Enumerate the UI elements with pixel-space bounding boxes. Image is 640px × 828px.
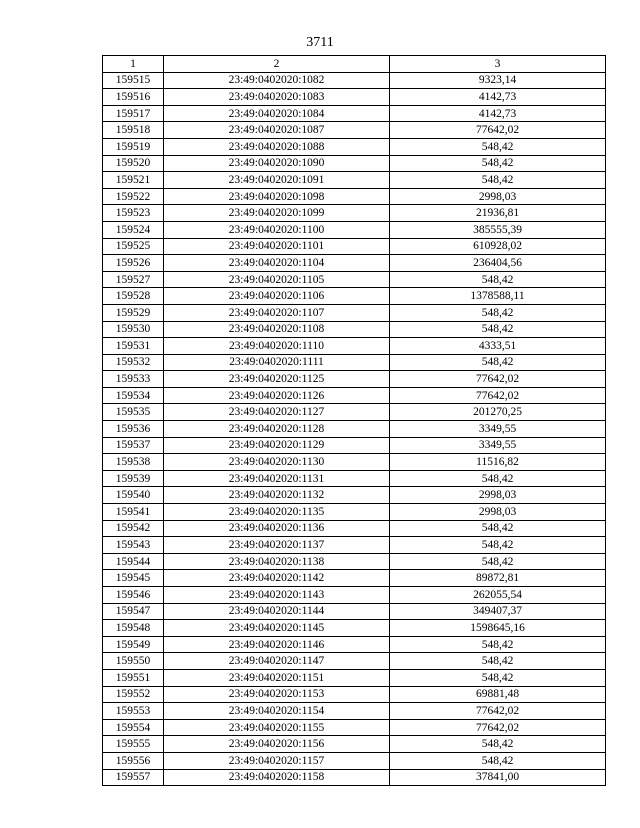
table-row [103, 105, 606, 122]
value-cell: 4333,51 [390, 338, 606, 355]
table-row [103, 520, 606, 537]
table-row [103, 72, 606, 89]
value-cell: 548,42 [390, 752, 606, 769]
table-row [103, 537, 606, 554]
value-cell: 21936,81 [390, 205, 606, 222]
table-row [103, 321, 606, 338]
value-cell: 1378588,11 [390, 288, 606, 305]
table-row [103, 620, 606, 637]
row-number-cell: 159516 [103, 89, 164, 106]
row-number-cell: 159517 [103, 105, 164, 122]
table-row [103, 89, 606, 106]
row-number-cell: 159552 [103, 686, 164, 703]
table-row [103, 719, 606, 736]
table-row [103, 288, 606, 305]
value-cell: 3349,55 [390, 437, 606, 454]
cadastral-number-cell: 23:49:0402020:1111 [164, 354, 390, 371]
cadastral-number-cell: 23:49:0402020:1153 [164, 686, 390, 703]
cadastral-number-cell: 23:49:0402020:1131 [164, 470, 390, 487]
value-cell: 3349,55 [390, 421, 606, 438]
row-number-cell: 159538 [103, 454, 164, 471]
value-cell: 262055,54 [390, 587, 606, 604]
row-number-cell: 159549 [103, 636, 164, 653]
table-row [103, 188, 606, 205]
row-number-cell: 159519 [103, 138, 164, 155]
value-cell: 89872,81 [390, 570, 606, 587]
value-cell: 385555,39 [390, 221, 606, 238]
table-row [103, 653, 606, 670]
table-row [103, 703, 606, 720]
row-number-cell: 159551 [103, 669, 164, 686]
value-cell: 548,42 [390, 736, 606, 753]
row-number-cell: 159548 [103, 620, 164, 637]
value-cell: 201270,25 [390, 404, 606, 421]
value-cell: 548,42 [390, 138, 606, 155]
value-cell: 77642,02 [390, 371, 606, 388]
table-row [103, 404, 606, 421]
row-number-cell: 159547 [103, 603, 164, 620]
value-cell: 77642,02 [390, 387, 606, 404]
cadastral-number-cell: 23:49:0402020:1091 [164, 172, 390, 189]
cadastral-number-cell: 23:49:0402020:1156 [164, 736, 390, 753]
row-number-cell: 159557 [103, 769, 164, 786]
cadastral-number-cell: 23:49:0402020:1128 [164, 421, 390, 438]
cadastral-number-cell: 23:49:0402020:1107 [164, 304, 390, 321]
table-row [103, 338, 606, 355]
page-number: 3711 [306, 35, 334, 50]
cadastral-number-cell: 23:49:0402020:1129 [164, 437, 390, 454]
cadastral-number-cell: 23:49:0402020:1088 [164, 138, 390, 155]
value-cell: 548,42 [390, 653, 606, 670]
row-number-cell: 159544 [103, 553, 164, 570]
cadastral-number-cell: 23:49:0402020:1106 [164, 288, 390, 305]
table-row [103, 437, 606, 454]
value-cell: 548,42 [390, 354, 606, 371]
table-row [103, 504, 606, 521]
row-number-cell: 159533 [103, 371, 164, 388]
value-cell: 548,42 [390, 321, 606, 338]
row-number-cell: 159535 [103, 404, 164, 421]
row-number-cell: 159554 [103, 719, 164, 736]
cadastral-number-cell: 23:49:0402020:1151 [164, 669, 390, 686]
value-cell: 2998,03 [390, 188, 606, 205]
row-number-cell: 159520 [103, 155, 164, 172]
row-number-cell: 159522 [103, 188, 164, 205]
value-cell: 9323,14 [390, 72, 606, 89]
value-cell: 2998,03 [390, 504, 606, 521]
value-cell: 548,42 [390, 304, 606, 321]
value-cell: 548,42 [390, 155, 606, 172]
cadastral-number-cell: 23:49:0402020:1130 [164, 454, 390, 471]
value-cell: 548,42 [390, 537, 606, 554]
table-row [103, 271, 606, 288]
table-row [103, 736, 606, 753]
row-number-cell: 159550 [103, 653, 164, 670]
row-number-cell: 159518 [103, 122, 164, 139]
table-row [103, 155, 606, 172]
table-row [103, 553, 606, 570]
table-row [103, 470, 606, 487]
value-cell: 69881,48 [390, 686, 606, 703]
cadastral-number-cell: 23:49:0402020:1135 [164, 504, 390, 521]
cadastral-number-cell: 23:49:0402020:1132 [164, 487, 390, 504]
table-row [103, 570, 606, 587]
column-header-1: 1 [103, 56, 164, 73]
value-cell: 548,42 [390, 520, 606, 537]
cadastral-number-cell: 23:49:0402020:1105 [164, 271, 390, 288]
value-cell: 77642,02 [390, 703, 606, 720]
row-number-cell: 159542 [103, 520, 164, 537]
table-row [103, 354, 606, 371]
value-cell: 548,42 [390, 636, 606, 653]
cadastral-number-cell: 23:49:0402020:1098 [164, 188, 390, 205]
row-number-cell: 159556 [103, 752, 164, 769]
cadastral-number-cell: 23:49:0402020:1110 [164, 338, 390, 355]
row-number-cell: 159540 [103, 487, 164, 504]
cadastral-number-cell: 23:49:0402020:1127 [164, 404, 390, 421]
cadastral-number-cell: 23:49:0402020:1090 [164, 155, 390, 172]
cadastral-number-cell: 23:49:0402020:1155 [164, 719, 390, 736]
row-number-cell: 159530 [103, 321, 164, 338]
row-number-cell: 159532 [103, 354, 164, 371]
table-row [103, 238, 606, 255]
row-number-cell: 159537 [103, 437, 164, 454]
header-row [103, 56, 606, 73]
table-row [103, 255, 606, 272]
table-row [103, 172, 606, 189]
cadastral-number-cell: 23:49:0402020:1125 [164, 371, 390, 388]
row-number-cell: 159541 [103, 504, 164, 521]
row-number-cell: 159523 [103, 205, 164, 222]
value-cell: 349407,37 [390, 603, 606, 620]
cadastral-number-cell: 23:49:0402020:1154 [164, 703, 390, 720]
row-number-cell: 159545 [103, 570, 164, 587]
cadastral-number-cell: 23:49:0402020:1084 [164, 105, 390, 122]
cadastral-table [102, 55, 606, 786]
cadastral-number-cell: 23:49:0402020:1108 [164, 321, 390, 338]
value-cell: 236404,56 [390, 255, 606, 272]
cadastral-number-cell: 23:49:0402020:1146 [164, 636, 390, 653]
cadastral-number-cell: 23:49:0402020:1136 [164, 520, 390, 537]
cadastral-number-cell: 23:49:0402020:1158 [164, 769, 390, 786]
table-row [103, 454, 606, 471]
table-row [103, 752, 606, 769]
table-row [103, 603, 606, 620]
value-cell: 548,42 [390, 470, 606, 487]
row-number-cell: 159539 [103, 470, 164, 487]
table-row [103, 769, 606, 786]
cadastral-number-cell: 23:49:0402020:1101 [164, 238, 390, 255]
row-number-cell: 159526 [103, 255, 164, 272]
cadastral-number-cell: 23:49:0402020:1143 [164, 587, 390, 604]
cadastral-number-cell: 23:49:0402020:1100 [164, 221, 390, 238]
value-cell: 548,42 [390, 172, 606, 189]
table-row [103, 122, 606, 139]
value-cell: 610928,02 [390, 238, 606, 255]
row-number-cell: 159543 [103, 537, 164, 554]
cadastral-number-cell: 23:49:0402020:1087 [164, 122, 390, 139]
table-row [103, 371, 606, 388]
table-row [103, 421, 606, 438]
table-row [103, 487, 606, 504]
cadastral-number-cell: 23:49:0402020:1083 [164, 89, 390, 106]
row-number-cell: 159527 [103, 271, 164, 288]
row-number-cell: 159515 [103, 72, 164, 89]
value-cell: 1598645,16 [390, 620, 606, 637]
value-cell: 4142,73 [390, 105, 606, 122]
cadastral-number-cell: 23:49:0402020:1144 [164, 603, 390, 620]
cadastral-number-cell: 23:49:0402020:1126 [164, 387, 390, 404]
cadastral-number-cell: 23:49:0402020:1147 [164, 653, 390, 670]
value-cell: 4142,73 [390, 89, 606, 106]
cadastral-number-cell: 23:49:0402020:1142 [164, 570, 390, 587]
value-cell: 548,42 [390, 669, 606, 686]
value-cell: 77642,02 [390, 122, 606, 139]
table-row [103, 387, 606, 404]
row-number-cell: 159524 [103, 221, 164, 238]
table-row [103, 138, 606, 155]
cadastral-number-cell: 23:49:0402020:1099 [164, 205, 390, 222]
value-cell: 548,42 [390, 271, 606, 288]
row-number-cell: 159528 [103, 288, 164, 305]
row-number-cell: 159553 [103, 703, 164, 720]
table-row [103, 669, 606, 686]
row-number-cell: 159546 [103, 587, 164, 604]
value-cell: 548,42 [390, 553, 606, 570]
cadastral-number-cell: 23:49:0402020:1082 [164, 72, 390, 89]
row-number-cell: 159536 [103, 421, 164, 438]
value-cell: 2998,03 [390, 487, 606, 504]
cadastral-number-cell: 23:49:0402020:1138 [164, 553, 390, 570]
table-body [103, 72, 606, 786]
row-number-cell: 159531 [103, 338, 164, 355]
value-cell: 11516,82 [390, 454, 606, 471]
value-cell: 37841,00 [390, 769, 606, 786]
column-header-2: 2 [164, 56, 390, 73]
row-number-cell: 159529 [103, 304, 164, 321]
column-header-3: 3 [390, 56, 606, 73]
table-row [103, 221, 606, 238]
table-row [103, 686, 606, 703]
table-row [103, 636, 606, 653]
cadastral-number-cell: 23:49:0402020:1137 [164, 537, 390, 554]
table-row [103, 205, 606, 222]
row-number-cell: 159534 [103, 387, 164, 404]
row-number-cell: 159521 [103, 172, 164, 189]
row-number-cell: 159525 [103, 238, 164, 255]
value-cell: 77642,02 [390, 719, 606, 736]
table-row [103, 304, 606, 321]
table-row [103, 587, 606, 604]
cadastral-number-cell: 23:49:0402020:1104 [164, 255, 390, 272]
cadastral-number-cell: 23:49:0402020:1157 [164, 752, 390, 769]
cadastral-number-cell: 23:49:0402020:1145 [164, 620, 390, 637]
table-header [103, 56, 606, 73]
row-number-cell: 159555 [103, 736, 164, 753]
